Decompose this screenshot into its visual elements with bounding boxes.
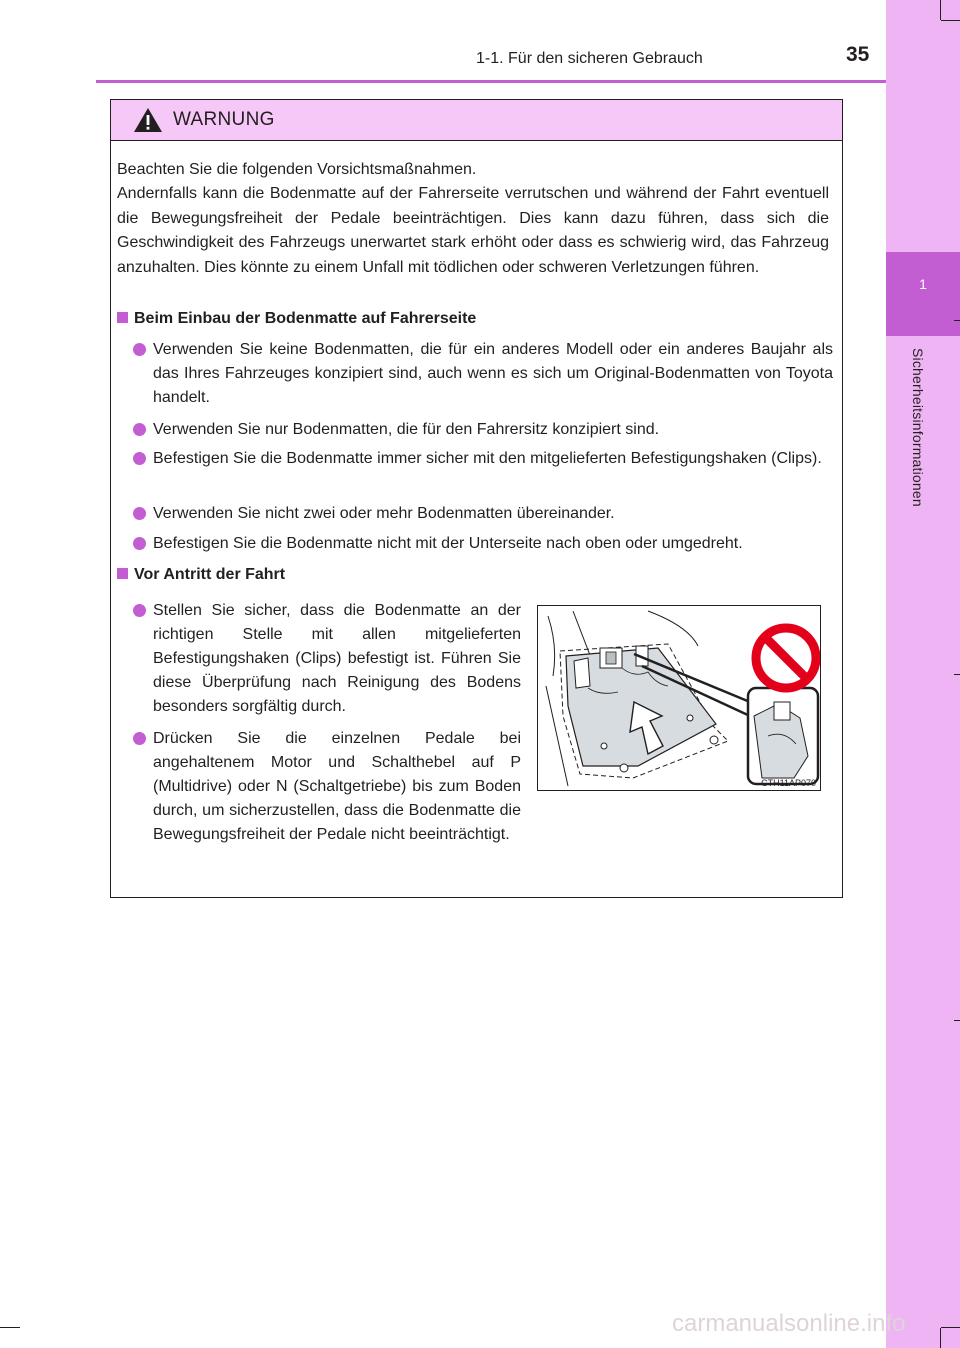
list-item: Befestigen Sie die Bodenmatte immer sicher mit den mitgelieferten Befestigungshaken (Clips). [133,447,833,471]
warning-box [110,99,843,898]
list-item: Stellen Sie sicher, dass die Bodenmatte an der richtigen Stelle mit allen mitgelieferten Befestigungshaken (Clips) befestigt ist. Führen Sie diese Überprüfung nach Reinigung des Bodens besonders sorgfältig durch. [133,599,521,719]
crop-mark [954,1020,960,1021]
section-title: 1-1. Für den sicheren Gebrauch [476,50,703,67]
figure-code: CTH11AP070 [761,778,816,788]
round-bullet-icon [133,423,146,436]
list-item: Verwenden Sie keine Bodenmatten, die für ein anderes Modell oder ein anderes Baujahr als das Ihres Fahrzeuges konzipiert sind, auch wenn es sich um Original-Bodenmatten von Toyota handelt. [133,338,833,410]
round-bullet-icon [133,452,146,465]
crop-mark [954,320,960,321]
square-bullet-icon [117,568,128,579]
chapter-side-tab-active [886,252,960,336]
round-bullet-icon [133,732,146,745]
chapter-side-tab [886,0,960,1348]
chapter-label: Sicherheitsinformationen [910,348,926,507]
round-bullet-icon [133,343,146,356]
list-item: Drücken Sie die einzelnen Pedale bei angehaltenem Motor und Schalthebel auf P (Multidrive) oder N (Schaltgetriebe) bis zum Boden durch, um sicherzustellen, dass die Bodenmatte die Bewegungsfreiheit der Pedale nicht beeinträchtigt. [133,727,521,847]
crop-mark [954,674,960,675]
list-item: Befestigen Sie die Bodenmatte nicht mit der Unterseite nach oben oder umgedreht. [133,532,833,556]
section-heading: Beim Einbau der Bodenmatte auf Fahrerseite [117,310,476,328]
list-item: Verwenden Sie nicht zwei oder mehr Bodenmatten übereinander. [133,502,833,526]
floor-mat-drawing [538,606,820,790]
header-rule [96,80,886,83]
warning-triangle-icon [133,107,163,133]
watermark: carmanualsonline.info [672,1310,906,1337]
page-number: 35 [846,43,870,66]
floor-mat-illustration [537,605,821,791]
round-bullet-icon [133,604,146,617]
round-bullet-icon [133,537,146,550]
crop-mark [940,1328,941,1348]
warning-title: WARNUNG [173,109,275,130]
crop-mark [941,1327,960,1328]
warning-header [111,100,842,141]
list-item: Verwenden Sie nur Bodenmatten, die für den Fahrersitz konzipiert sind. [133,418,833,442]
section-heading: Vor Antritt der Fahrt [117,566,285,584]
warning-intro: Beachten Sie die folgenden Vorsichtsmaßnahmen. Andernfalls kann die Bodenmatte auf der Fahrerseite verrutschen und während der Fahrt eventuell die Bewegungsfreiheit der Pedale beeinträchtigen. Dies kann dazu führen, dass sich die Geschwindigkeit des Fahrzeugs unerwartet stark erhöht oder dass es schwierig wird, das Fahrzeug anzuhalten. Dies könnte zu einem Unfall mit tödlichen oder schweren Verletzungen führen. [117,161,829,276]
crop-mark [940,0,941,20]
crop-mark [941,20,960,21]
round-bullet-icon [133,507,146,520]
chapter-number: 1 [919,276,927,292]
square-bullet-icon [117,312,128,323]
crop-mark [0,1327,20,1328]
